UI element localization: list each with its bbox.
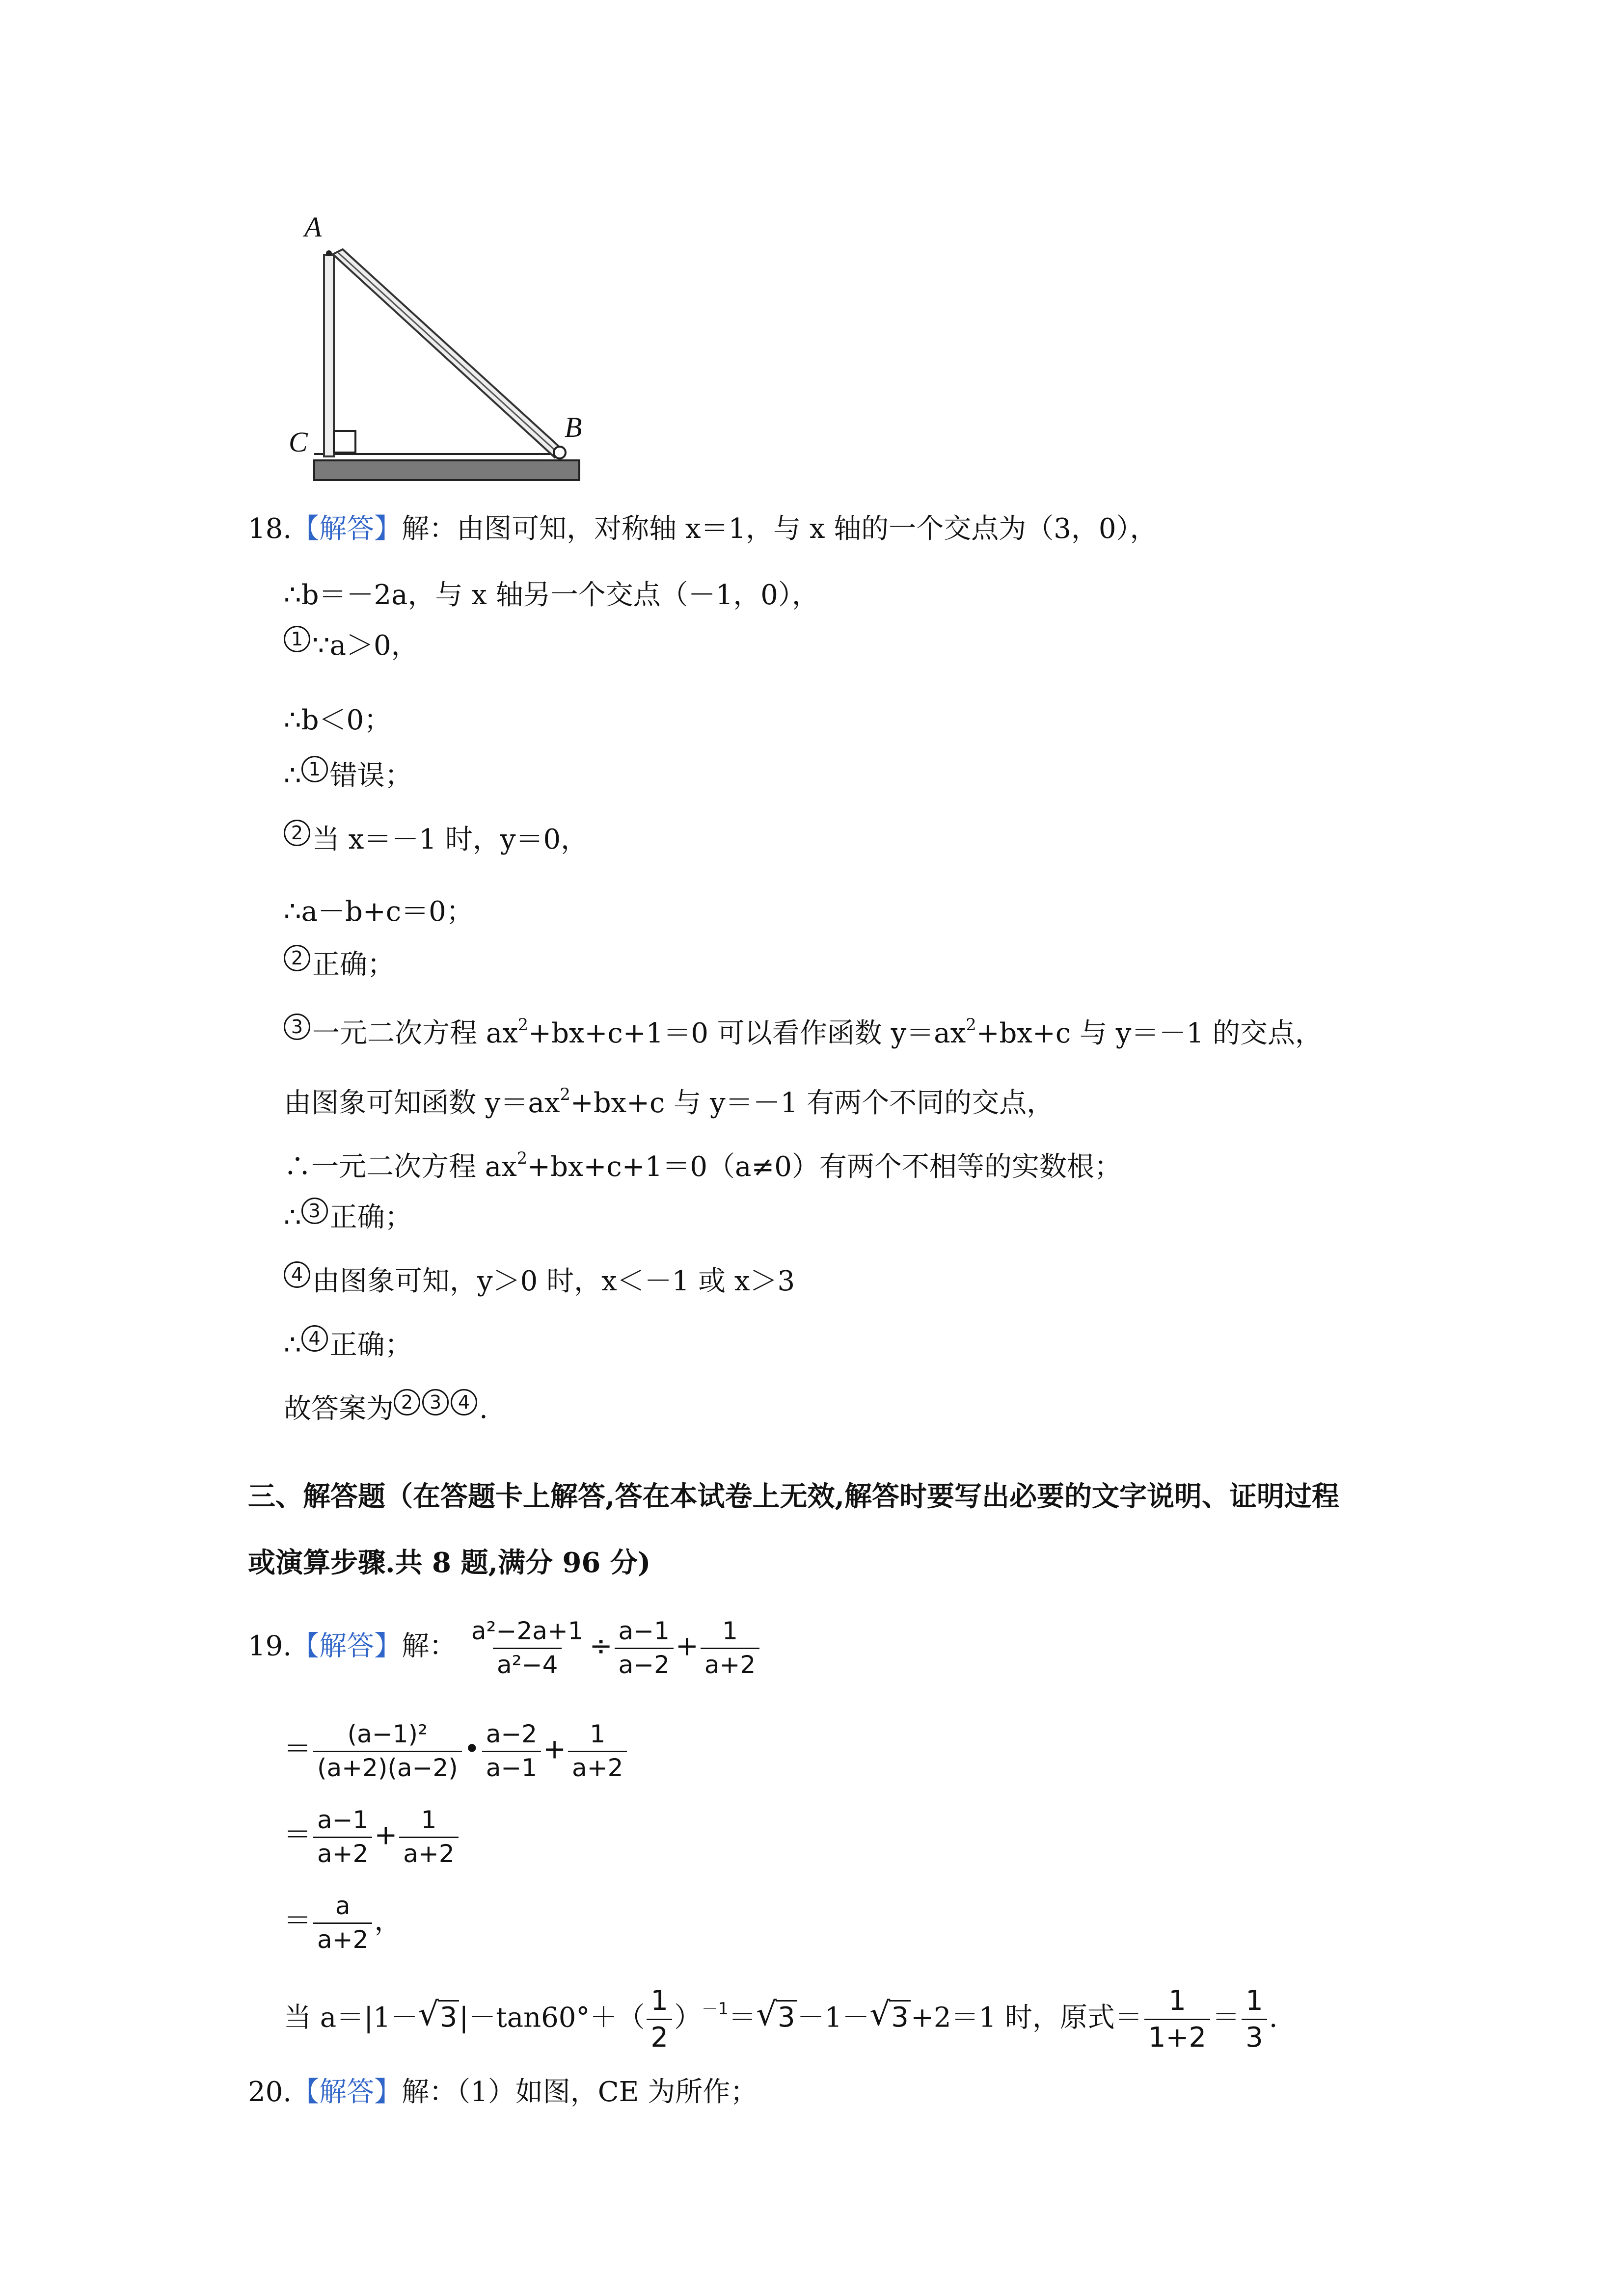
q18-therefore-3: ∴: [284, 1201, 301, 1233]
circled-ans-4: 4: [451, 1389, 477, 1415]
q18-number: 18.: [248, 513, 292, 545]
q19-step2-frac-2: $\frac{a-2}{a-1}$: [482, 1720, 541, 1782]
q18-answer-end: .: [479, 1393, 488, 1425]
q18-answer-text: 故答案为: [284, 1393, 394, 1425]
q18-text-2: ∴b＝－2a，与 x 轴另一个交点（－1，0），: [284, 579, 819, 611]
q19-half: $\frac{1}{2}$: [647, 1985, 672, 2054]
q18-text-10b: +bx+c 与 y＝－1 有两个不同的交点，: [570, 1087, 1055, 1119]
q19-frac-3: $\frac{1}{a+2}$: [701, 1617, 759, 1679]
q19-step-3: ＝ $\frac{a-1}{a+2}$ + $\frac{1}{a+2}$: [284, 1806, 460, 1868]
q18-line-3: [284, 626, 419, 660]
label-a: A: [304, 211, 322, 243]
q19-number: 19.: [248, 1630, 292, 1662]
q18-line-7: [284, 898, 474, 926]
q18-text-6: 当 x＝－1 时，y＝0，: [312, 824, 589, 855]
q19-final-line: 当 a＝|1－ √ 3|－tan60°＋（ $\frac{1}{2}$ ）$^{-1}$＝ √ 3－1－ √ 3+2＝1 时，原式＝ $\frac{1}{1+2}$ ＝ $\frac{1}{3}$ .: [284, 1985, 1278, 2054]
q19-answer-tag: 【解答】: [292, 1630, 402, 1662]
q19-step4-frac: $\frac{a}{a+2}$: [313, 1892, 372, 1954]
q18-line-10: 由图象可知函数 $y=ax^2+bx+c$ 与 y＝－1 有两个不同的交点，: [284, 1084, 1055, 1119]
q19-final-pre: 当 a＝|1－: [284, 2002, 418, 2034]
circled-4b: 4: [301, 1325, 328, 1352]
q18-line-11: ∴一元二次方程 $ax^2+bx+c+1=0(a\ne 0)$有两个不相等的实数根；: [284, 1148, 1122, 1183]
q20-line-1: [248, 2076, 758, 2108]
ground-bar: [314, 460, 579, 480]
sqrt-3-c: √ 3: [869, 2004, 911, 2031]
circled-ans-3: 3: [422, 1389, 449, 1415]
q18-correct-3: 正确；: [329, 1201, 412, 1233]
q18-text-10a: 由图象可知函数 y＝ax: [284, 1087, 560, 1119]
circled-3b: 3: [301, 1198, 328, 1224]
q19-step2-frac-1: $\frac{\text{(a−1)²}}{(a+2)(a-2)}$: [313, 1720, 462, 1782]
q18-text-4: ∴b＜0；: [284, 704, 392, 736]
q18-text-11b: +bx+c+1＝0（a≠0）有两个不相等的实数根；: [527, 1151, 1122, 1183]
q19-result-frac-2: $\frac{1}{3}$: [1242, 1985, 1267, 2054]
right-angle-mark: [334, 431, 355, 453]
q18-line-12: [284, 1198, 412, 1231]
q18-line-5: [284, 756, 412, 790]
vertical-pole: [324, 255, 334, 456]
q18-line-2: [284, 579, 819, 611]
q18-line-1: [248, 515, 1158, 543]
q20-text-1: 解：（1）如图，CE 为所作；: [402, 2076, 758, 2108]
q18-therefore-4: ∴: [284, 1329, 301, 1361]
circled-4: 4: [284, 1261, 310, 1288]
circled-2b: 2: [284, 945, 310, 971]
point-a-dot: [326, 250, 332, 256]
q18-line-8: [284, 945, 395, 979]
section3-heading-line-1: 三、解答题（在答题卡上解答,答在本试卷上无效,解答时要写出必要的文字说明、证明过程: [248, 1480, 1339, 1513]
circled-1: 1: [284, 626, 310, 652]
triangle-figure: [275, 206, 599, 491]
label-c: C: [289, 426, 308, 458]
q18-text-1: 解：由图可知，对称轴 x＝1，与 x 轴的一个交点为（3，0），: [402, 513, 1158, 545]
circled-ans-2: 2: [394, 1389, 420, 1415]
q18-text-13: 由图象可知，y＞0 时，x＜－1 或 x＞3: [312, 1265, 795, 1297]
q18-text-3: ∵a＞0，: [312, 630, 419, 662]
q18-correct-2: 正确；: [312, 949, 395, 981]
slanted-rod-inner: [338, 252, 560, 454]
section3-heading-line-2: 或演算步骤.共 8 题,满分 96 分): [248, 1547, 651, 1579]
q18-line-14: [284, 1325, 412, 1359]
q20-number: 20.: [248, 2076, 292, 2108]
point-b-joint: [554, 447, 566, 458]
q19-step2-frac-3: $\frac{1}{a+2}$: [568, 1720, 627, 1782]
q18-line-6: [284, 820, 588, 854]
circled-3: 3: [284, 1014, 310, 1040]
q19-step3-frac-1: $\frac{a-1}{a+2}$: [313, 1806, 372, 1868]
q19-jie: 解：: [402, 1630, 457, 1662]
q18-therefore-1: ∴: [284, 760, 301, 792]
q19-step-4: ＝ $\frac{a}{a+2}$ ，: [284, 1892, 402, 1954]
q18-line-9: 3 一元二次方程 $ax^2+bx+c+1=0$ 可以看作函数 $y=ax^2+bx+c$ 与 y＝－1 的交点，: [284, 1014, 1323, 1047]
q18-text-11a: ∴一元二次方程 ax: [284, 1151, 517, 1183]
q19-step-2: ＝ $\frac{\text{(a−1)²}}{(a+2)(a-2)}$ • $\frac{a-2}{a-1}$ + $\frac{1}{a+2}$: [284, 1720, 629, 1782]
q18-text-9c: +bx+c 与 y＝－1 的交点，: [976, 1017, 1323, 1049]
q18-wrong: 错误；: [329, 760, 412, 792]
q18-answer-tag: 【解答】: [292, 513, 402, 545]
q18-line-15: [284, 1389, 488, 1423]
sqrt-3-a: √ 3: [418, 2004, 460, 2031]
q19-result-frac-1: $\frac{1}{1+2}$: [1144, 1985, 1210, 2054]
sqrt-3-b: √ 3: [756, 2004, 797, 2031]
q18-line-13: [284, 1261, 795, 1295]
q19-step3-frac-2: $\frac{1}{a+2}$: [399, 1806, 458, 1868]
q18-line-4: [284, 704, 392, 736]
q18-text-7: ∴a－b+c＝0；: [284, 896, 474, 928]
q18-correct-4: 正确；: [329, 1329, 412, 1361]
q19-frac-1: $\frac{\text{a²−2a+1}}{\text{a²−4}}$: [471, 1617, 584, 1679]
q19-line-1: 19.【解答】解： $\frac{\text{a²−2a+1}}{\text{a²−4}}$ ÷ $\frac{a-1}{a-2}$ + $\frac{1}{a+2}$: [248, 1617, 761, 1679]
circled-2: 2: [284, 820, 310, 846]
label-b: B: [565, 411, 582, 443]
q18-text-9b: +bx+c+1＝0 可以看作函数 y＝ax: [528, 1017, 966, 1049]
circled-1b: 1: [301, 756, 328, 782]
q18-text-9a: 一元二次方程 ax: [312, 1017, 518, 1049]
q19-frac-2: $\frac{a-1}{a-2}$: [615, 1617, 674, 1679]
q20-answer-tag: 【解答】: [292, 2076, 402, 2108]
